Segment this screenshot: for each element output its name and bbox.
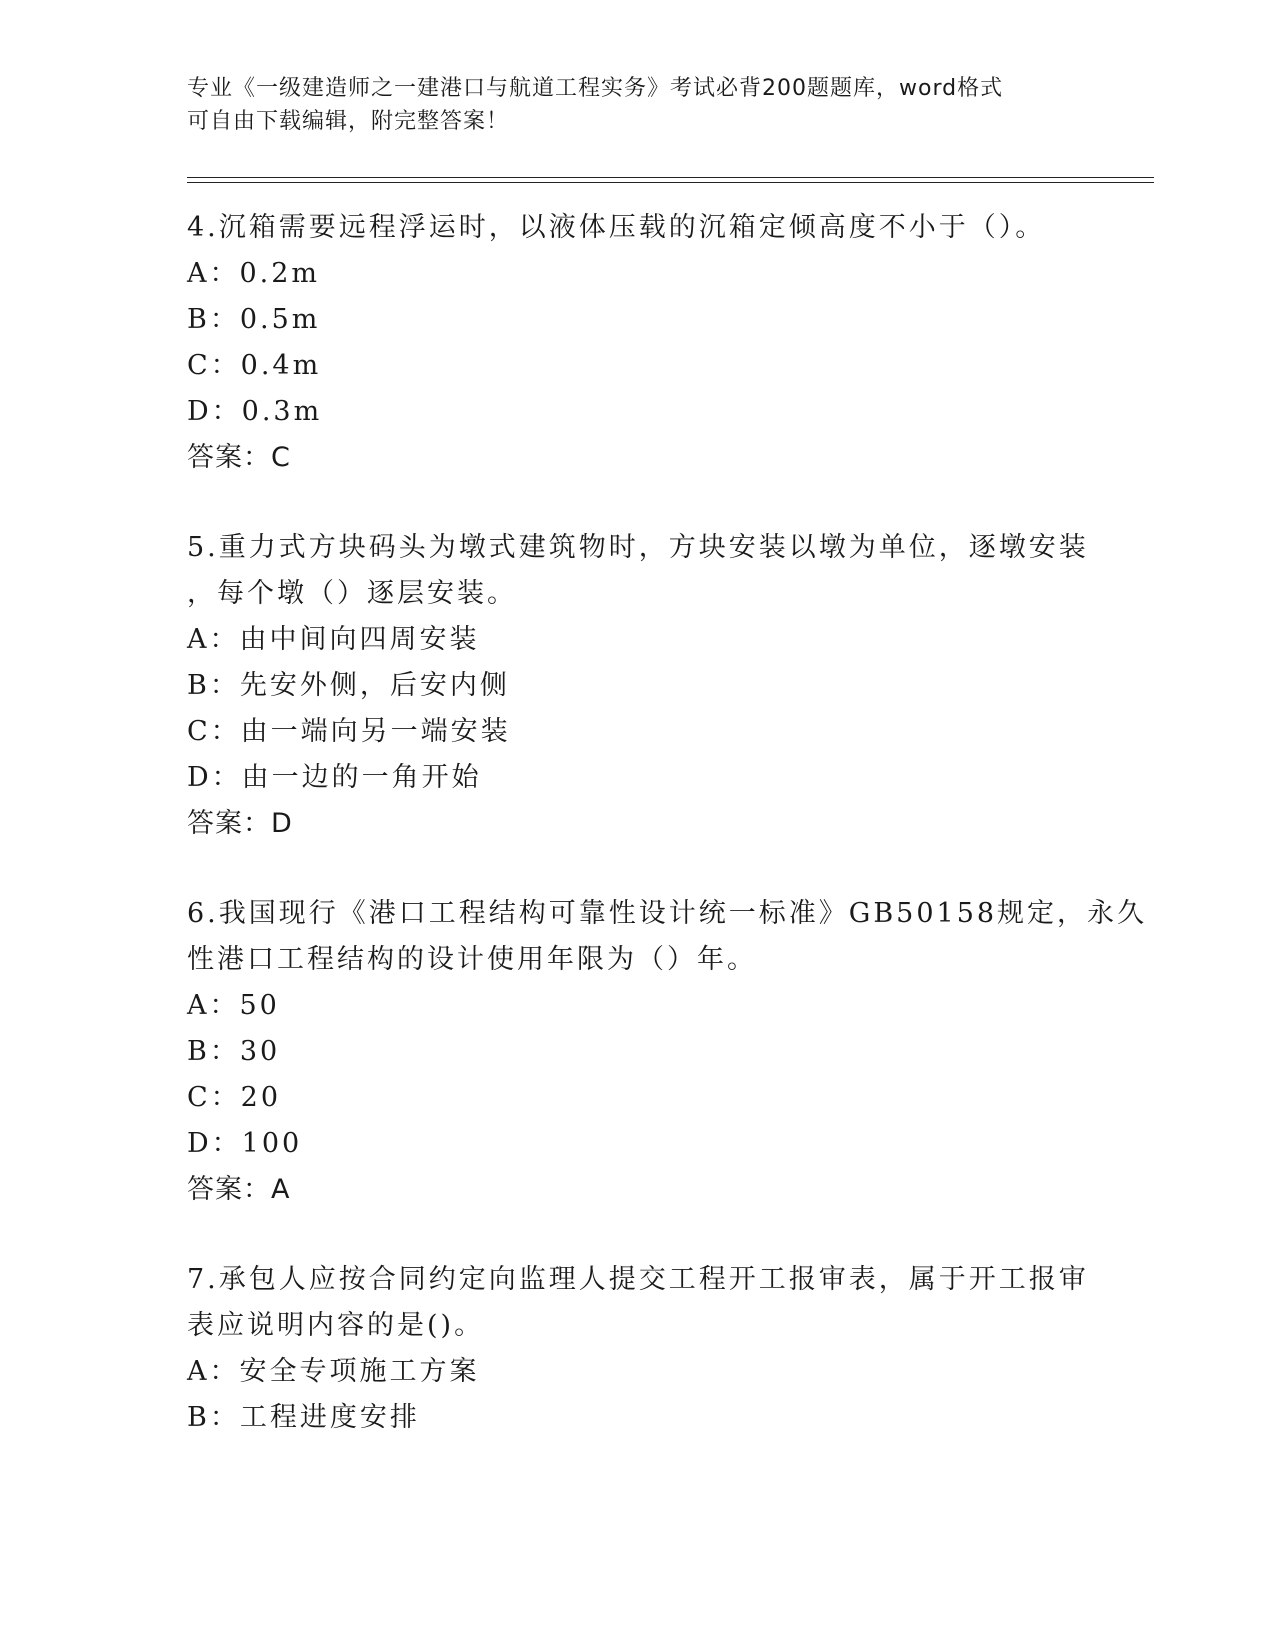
- header-divider: [187, 177, 1154, 183]
- option-c: C：由一端向另一端安装: [187, 716, 511, 747]
- question-text: 7.承包人应按合同约定向监理人提交工程开工报审表，属于开工报审: [187, 1264, 1089, 1295]
- question-text-continued: 性港口工程结构的设计使用年限为（）年。: [187, 944, 757, 975]
- option-d: D：100: [187, 1128, 303, 1159]
- answer: 答案：C: [187, 442, 291, 473]
- question-4: [187, 205, 1087, 481]
- question-text: 6.我国现行《港口工程结构可靠性设计统一标准》GB50158规定，永久: [187, 898, 1148, 929]
- option-b: B：工程进度安排: [187, 1402, 420, 1433]
- option-a: A：0.2m: [187, 258, 321, 289]
- question-text-continued: ，每个墩（）逐层安装。: [187, 578, 517, 609]
- question-5: [187, 525, 1087, 847]
- option-a: A：安全专项施工方案: [187, 1356, 480, 1387]
- option-b: B：0.5m: [187, 304, 321, 335]
- answer: 答案：D: [187, 808, 293, 839]
- question-text: 4.沉箱需要远程浮运时，以液体压载的沉箱定倾高度不小于（）。: [187, 212, 1046, 243]
- option-c: C：20: [187, 1082, 282, 1113]
- question-text: 5.重力式方块码头为墩式建筑物时，方块安装以墩为单位，逐墩安装: [187, 532, 1089, 563]
- question-6: [187, 891, 1148, 1213]
- header-line-2: 可自由下载编辑，附完整答案！: [187, 109, 510, 134]
- option-b: B：先安外侧，后安内侧: [187, 670, 510, 701]
- document-header: [187, 72, 1067, 138]
- option-c: C：0.4m: [187, 350, 322, 381]
- option-b: B：30: [187, 1036, 281, 1067]
- question-7: [187, 1257, 1087, 1441]
- option-d: D：由一边的一角开始: [187, 762, 482, 793]
- question-list: [187, 205, 1148, 1485]
- option-d: D：0.3m: [187, 396, 323, 427]
- answer: 答案：A: [187, 1174, 291, 1205]
- header-line-1: 专业《一级建造师之一建港口与航道工程实务》考试必背200题题库，word格式: [187, 76, 1004, 101]
- question-text-continued: 表应说明内容的是()。: [187, 1310, 485, 1341]
- option-a: A：由中间向四周安装: [187, 624, 480, 655]
- option-a: A：50: [187, 990, 280, 1021]
